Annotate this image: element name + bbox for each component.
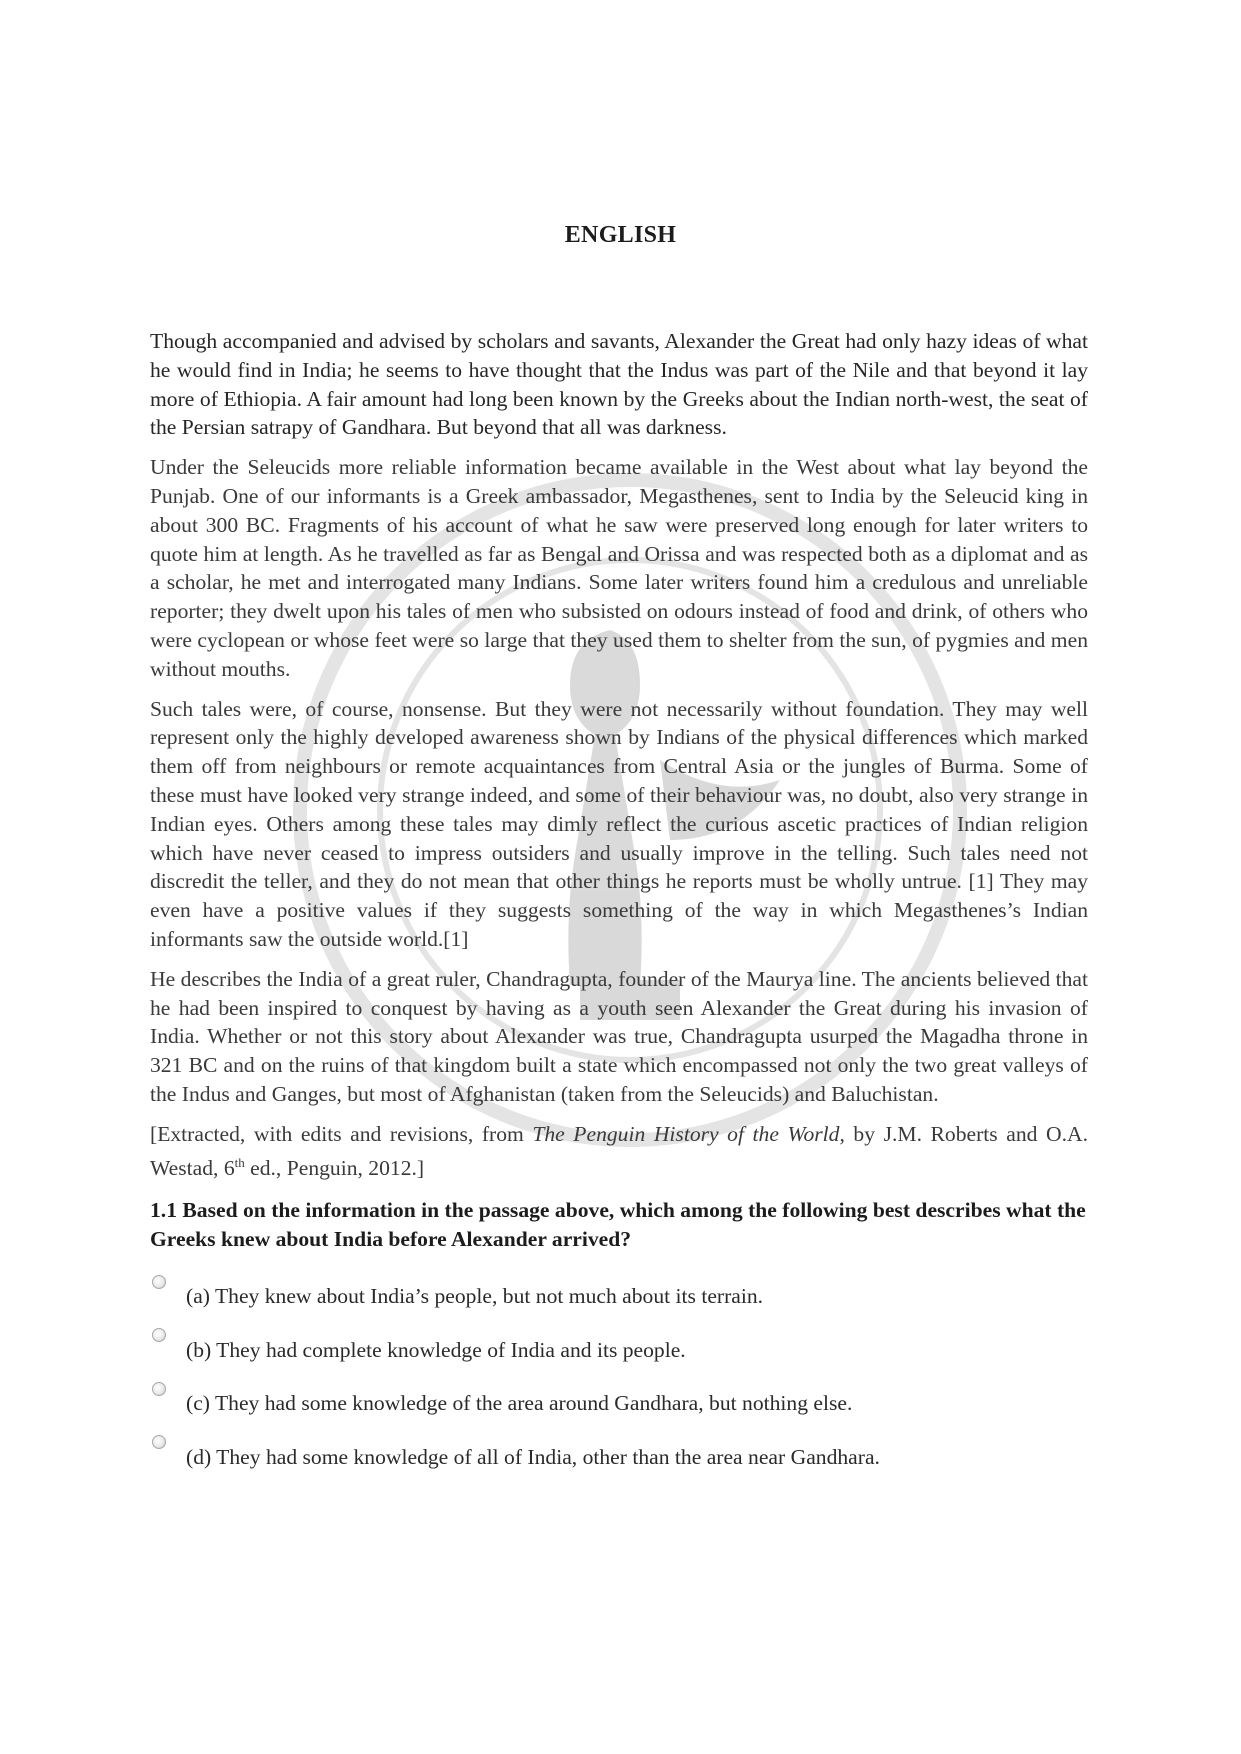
source-prefix: [Extracted, with edits and revisions, from bbox=[150, 1121, 533, 1146]
passage-paragraph-2: Under the Seleucids more reliable information became available in the West about what lay beyond the Punjab. One of our informants is a Greek ambassador, Megasthenes, sent to India by the Seleucid king in about 300 BC. Fragments of his account of what he saw were preserved long enough for later writers to quote him at length. As he travelled as far as Bengal and Orissa and was respected both as a diplomat and as a scholar, he met and interrogated many Indians. Some later writers found him a credulous and unreliable reporter; they dwelt upon his tales of men who subsisted on odours instead of food and drink, of others who were cyclopean or whose feet were so large that they used them to shelter from the sun, of pygmies and men without mouths. bbox=[150, 455, 1088, 681]
page-title: ENGLISH bbox=[564, 222, 677, 248]
passage-paragraph-3: Such tales were, of course, nonsense. But they were not necessarily without foundation. They may well represent only the highly developed awareness shown by Indians of the physical differences which marked them off from neighbours or remote acquaintances from Central Asia or the jungles of Burma. Some of these must have looked very strange indeed, and some of their behaviour was, no doubt, also very strange in Indian eyes. Others among these tales may dimly reflect the curious ascetic practices of Indian religion which have never ceased to impress outsiders and usually improve in the telling. Such tales need not discredit the teller, and they do not mean that other things he reports must be wholly untrue. [1] They may even have a positive values if they suggests something of the way in which Megasthenes’s Indian informants saw the outside world.[1] bbox=[150, 696, 1088, 951]
answer-option-label: (c) They had some knowledge of the area around Gandhara, but nothing else. bbox=[186, 1391, 853, 1416]
source-suffix: ed., Penguin, 2012.] bbox=[244, 1155, 425, 1180]
passage-paragraph-4: He describes the India of a great ruler, Chandragupta, founder of the Maurya line. The ancients believed that he had been inspired to conquest by having as a youth seen Alexander the Great during his invasion of India. Whether or not this story about Alexander was true, Chandragupta usurped the Magadha throne in 321 BC and on the ruins of that kingdom built a state which encompassed not only the two great valleys of the Indus and Ganges, but most of Afghanistan (taken from the Seleucids) and Baluchistan. bbox=[150, 966, 1088, 1106]
answer-option-c[interactable] bbox=[150, 1375, 1088, 1429]
source-book-title: The Penguin History of the World bbox=[532, 1121, 840, 1146]
source-authors: , by J.M. Roberts and O.A. Westad, 6 bbox=[150, 1121, 1088, 1180]
main-content bbox=[150, 327, 1088, 1482]
passage-paragraph-1: Though accompanied and advised by scholars and savants, Alexander the Great had only hazy ideas of what he would find in India; he seems to have thought that the Indus was part of the Nile and that beyond it lay more of Ethiopia. A fair amount had long been known by the Greeks about the Indian north-west, the seat of the Persian satrapy of Gandhara. But beyond that all was darkness. bbox=[150, 329, 1088, 440]
radio-button-icon[interactable] bbox=[152, 1328, 166, 1342]
answer-option-label: (d) They had some knowledge of all of India, other than the area near Gandhara. bbox=[186, 1444, 880, 1469]
answer-options bbox=[150, 1268, 1088, 1482]
radio-button-icon[interactable] bbox=[152, 1382, 166, 1396]
question-text: 1.1 Based on the information in the passage above, which among the following best describes what the Greeks knew about India before Alexander arrived? bbox=[150, 1197, 1086, 1251]
answer-option-label: (a) They knew about India’s people, but not much about its terrain. bbox=[186, 1284, 764, 1309]
answer-option-d[interactable] bbox=[150, 1428, 1088, 1482]
radio-button-icon[interactable] bbox=[152, 1275, 166, 1289]
radio-button-icon[interactable] bbox=[152, 1435, 166, 1449]
answer-option-label: (b) They had complete knowledge of India and its people. bbox=[186, 1337, 686, 1362]
source-edition-sup: th bbox=[234, 1154, 245, 1170]
answer-option-a[interactable] bbox=[150, 1268, 1088, 1322]
answer-option-b[interactable] bbox=[150, 1321, 1088, 1375]
source-citation bbox=[150, 1120, 1088, 1183]
